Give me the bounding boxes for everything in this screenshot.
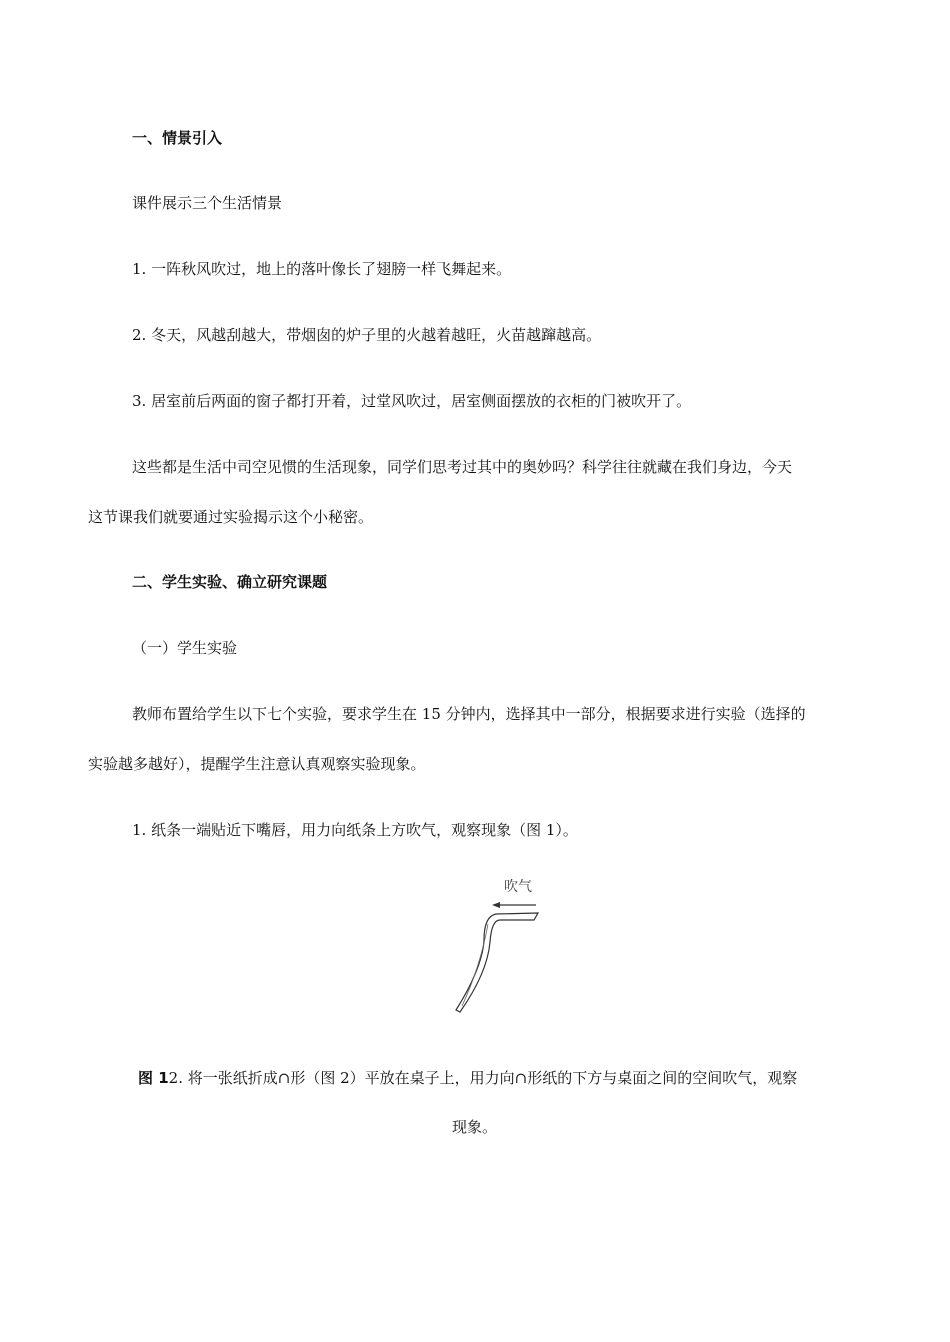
- figure-paper-strip: [448, 876, 548, 1016]
- intro-text: 课件展示三个生活情景: [132, 194, 283, 212]
- section-heading-2: 二、学生实验、确立研究课题: [132, 573, 328, 591]
- scenario-item-3: 3. 居室前后两面的窗子都打开着，过堂风吹过，居室侧面摆放的衣柜的门被吹开了。: [132, 392, 692, 410]
- paragraph-2-line-1: 教师布置给学生以下七个实验，要求学生在 15 分钟内，选择其中一部分，根据要求进行实验（选择的: [132, 705, 806, 723]
- paragraph-2-line-2: 实验越多越好），提醒学生注意认真观察实验现象。: [88, 755, 426, 773]
- experiment-1: 1. 纸条一端贴近下嘴唇，用力向纸条上方吹气，观察现象（图 1）。: [132, 821, 578, 839]
- experiment-2-line-2: 现象。: [452, 1118, 498, 1136]
- paper-strip-shape: [456, 913, 538, 1012]
- subheading-student-experiment: （一）学生实验: [132, 639, 238, 657]
- figure-label-blow: 吹气: [504, 879, 532, 895]
- paragraph-1-line-1: 这些都是生活中司空见惯的生活现象，同学们思考过其中的奥妙吗？科学往往就藏在我们身边，今天: [132, 458, 793, 476]
- paper-strip-illustration: [448, 876, 548, 1016]
- figure-caption-bold: 图 1: [138, 1069, 169, 1087]
- paragraph-1-line-2: 这节课我们就要通过实验揭示这个小秘密。: [88, 508, 374, 526]
- scenario-item-1: 1. 一阵秋风吹过，地上的落叶像长了翅膀一样飞舞起来。: [132, 260, 512, 278]
- blow-arrow-head: [492, 902, 500, 908]
- scenario-item-2: 2. 冬天，风越刮越大，带烟囱的炉子里的火越着越旺，火苗越蹿越高。: [132, 326, 602, 344]
- figure-caption-line: [138, 1068, 797, 1088]
- section-heading-1: 一、情景引入: [132, 129, 223, 147]
- experiment-2-line-1: 2. 将一张纸折成∩形（图 2）平放在桌子上，用力向∩形纸的下方与桌面之间的空间吹气，观察: [168, 1069, 798, 1087]
